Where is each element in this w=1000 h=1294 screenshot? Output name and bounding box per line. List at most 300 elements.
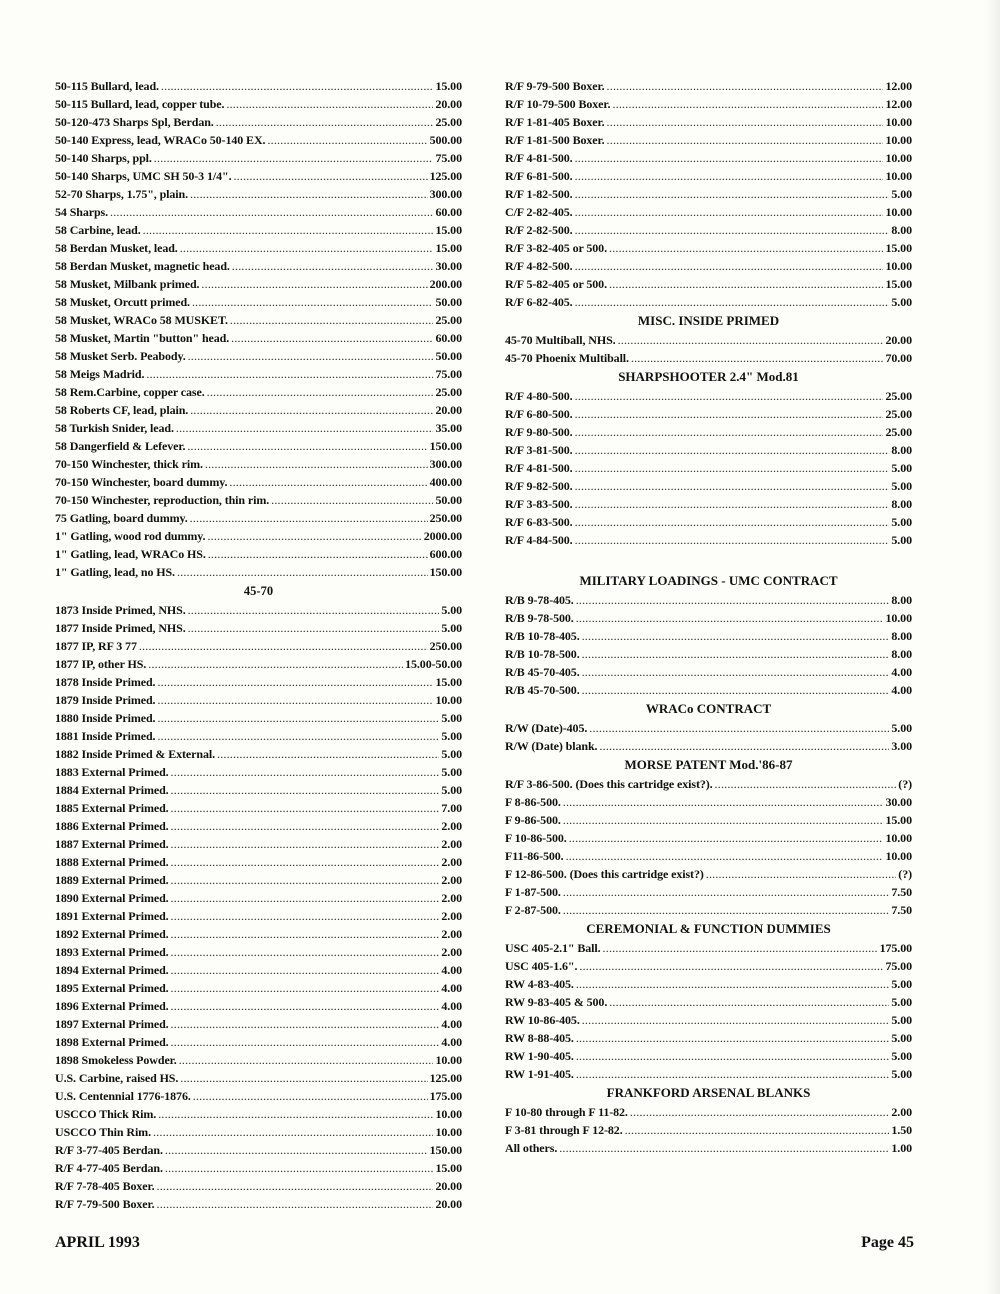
dot-leader bbox=[208, 545, 428, 563]
item-description: F 8-86-500. bbox=[505, 795, 561, 809]
item-description: R/F 1-81-405 Boxer. bbox=[505, 115, 605, 129]
dot-leader bbox=[625, 1121, 890, 1139]
price-row bbox=[505, 257, 912, 275]
item-description: F 10-80 through F 11-82. bbox=[505, 1105, 628, 1119]
dot-leader bbox=[607, 77, 884, 95]
price-row bbox=[505, 349, 912, 367]
item-description: 54 Sharps. bbox=[55, 205, 109, 219]
item-price: 175.00 bbox=[429, 1089, 462, 1103]
item-price: 5.00 bbox=[891, 461, 912, 475]
price-row bbox=[55, 455, 462, 473]
item-price: 75.00 bbox=[885, 959, 912, 973]
price-row bbox=[55, 1069, 462, 1087]
item-price: 30.00 bbox=[435, 259, 462, 273]
item-description: R/F 4-84-500. bbox=[505, 533, 573, 547]
price-row bbox=[505, 645, 912, 663]
dot-leader bbox=[630, 1103, 890, 1121]
dot-leader bbox=[607, 113, 884, 131]
dot-leader bbox=[575, 495, 890, 513]
price-row bbox=[505, 1065, 912, 1083]
item-description: 58 Rem.Carbine, copper case. bbox=[55, 385, 205, 399]
item-price: 2.00 bbox=[441, 945, 462, 959]
price-row bbox=[505, 113, 912, 131]
item-description: R/F 6-81-500. bbox=[505, 169, 573, 183]
page-number: Page 45 bbox=[861, 1234, 914, 1251]
item-price: 7.50 bbox=[891, 885, 912, 899]
price-row bbox=[505, 719, 912, 737]
dot-leader bbox=[582, 627, 890, 645]
item-description: RW 9-83-405 & 500. bbox=[505, 995, 608, 1009]
dot-leader bbox=[582, 645, 890, 663]
dot-leader bbox=[715, 775, 897, 793]
item-price: 5.00 bbox=[891, 1031, 912, 1045]
price-row bbox=[505, 957, 912, 975]
item-description: C/F 2-82-405. bbox=[505, 205, 573, 219]
item-price: (?) bbox=[898, 867, 912, 881]
dot-leader bbox=[157, 673, 433, 691]
price-row bbox=[55, 1033, 462, 1051]
dot-leader bbox=[631, 349, 884, 367]
item-description: R/B 45-70-405. bbox=[505, 665, 580, 679]
dot-leader bbox=[139, 637, 428, 655]
section-title-wraco-contract: WRACo CONTRACT bbox=[645, 701, 772, 716]
price-row bbox=[505, 663, 912, 681]
price-row bbox=[55, 347, 462, 365]
item-description: F 12-86-500. (Does this cartridge exist?) bbox=[505, 867, 704, 881]
dot-leader bbox=[232, 257, 434, 275]
item-description: R/F 6-80-500. bbox=[505, 407, 573, 421]
item-description: 58 Musket Serb. Peabody. bbox=[55, 349, 186, 363]
section-title-sharpshooter: SHARPSHOOTER 2.4" Mod.81 bbox=[618, 369, 799, 384]
price-row bbox=[55, 673, 462, 691]
item-description: 1881 Inside Primed. bbox=[55, 729, 156, 743]
price-row bbox=[55, 437, 462, 455]
price-list-frankford bbox=[505, 1103, 912, 1157]
price-row bbox=[505, 441, 912, 459]
item-price: 10.00 bbox=[885, 169, 912, 183]
item-price: 50.00 bbox=[435, 295, 462, 309]
dot-leader bbox=[603, 939, 878, 957]
item-price: 600.00 bbox=[429, 547, 462, 561]
section-title-morse-patent: MORSE PATENT Mod.'86-87 bbox=[624, 757, 793, 772]
item-description: 58 Meigs Madrid. bbox=[55, 367, 145, 381]
price-list-45-70 bbox=[55, 601, 462, 1213]
item-description: R/B 10-78-500. bbox=[505, 647, 580, 661]
item-price: 7.50 bbox=[891, 903, 912, 917]
dot-leader bbox=[171, 1015, 440, 1033]
dot-leader bbox=[157, 1195, 434, 1213]
price-row bbox=[55, 221, 462, 239]
dot-leader bbox=[599, 737, 889, 755]
item-price: 5.00 bbox=[891, 479, 912, 493]
item-price: 12.00 bbox=[885, 97, 912, 111]
item-description: R/F 4-80-500. bbox=[505, 389, 573, 403]
dot-leader bbox=[171, 925, 440, 943]
dot-leader bbox=[569, 829, 884, 847]
dot-leader bbox=[171, 763, 440, 781]
dot-leader bbox=[575, 405, 884, 423]
item-price: 10.00 bbox=[885, 133, 912, 147]
item-description: 1882 Inside Primed & External. bbox=[55, 747, 215, 761]
price-list-left-a bbox=[55, 77, 462, 581]
item-price: 5.00 bbox=[891, 721, 912, 735]
item-description: R/F 9-79-500 Boxer. bbox=[505, 79, 605, 93]
item-price: 60.00 bbox=[435, 331, 462, 345]
dot-leader bbox=[161, 77, 434, 95]
item-description: R/F 10-79-500 Boxer. bbox=[505, 97, 611, 111]
price-row bbox=[55, 257, 462, 275]
item-description: F 1-87-500. bbox=[505, 885, 561, 899]
item-description: R/F 6-82-405. bbox=[505, 295, 573, 309]
item-price: 2000.00 bbox=[423, 529, 462, 543]
item-price: 15.00 bbox=[435, 79, 462, 93]
item-description: U.S. Centennial 1776-1876. bbox=[55, 1089, 191, 1103]
item-price: 250.00 bbox=[429, 511, 462, 525]
dot-leader bbox=[589, 719, 889, 737]
item-price: 20.00 bbox=[435, 1197, 462, 1211]
item-price: 4.00 bbox=[441, 981, 462, 995]
item-price: 60.00 bbox=[435, 205, 462, 219]
dot-leader bbox=[154, 149, 434, 167]
dot-leader bbox=[190, 401, 433, 419]
dot-leader bbox=[582, 663, 890, 681]
dot-leader bbox=[192, 293, 434, 311]
dot-leader bbox=[559, 1139, 889, 1157]
price-row bbox=[505, 1011, 912, 1029]
dot-leader bbox=[201, 275, 427, 293]
price-row bbox=[505, 95, 912, 113]
item-description: 58 Musket, Orcutt primed. bbox=[55, 295, 190, 309]
item-description: RW 4-83-405. bbox=[505, 977, 574, 991]
item-description: R/F 7-78-405 Boxer. bbox=[55, 1179, 155, 1193]
price-row bbox=[55, 925, 462, 943]
price-row bbox=[55, 311, 462, 329]
dot-leader bbox=[179, 1051, 434, 1069]
item-description: 1888 External Primed. bbox=[55, 855, 169, 869]
item-description: F 2-87-500. bbox=[505, 903, 561, 917]
dot-leader bbox=[267, 131, 427, 149]
item-price: 5.00 bbox=[891, 187, 912, 201]
item-description: R/F 6-83-500. bbox=[505, 515, 573, 529]
price-row bbox=[505, 149, 912, 167]
item-price: 15.00 bbox=[435, 1161, 462, 1175]
dot-leader bbox=[575, 459, 890, 477]
item-description: RW 1-91-405. bbox=[505, 1067, 574, 1081]
price-row bbox=[55, 1105, 462, 1123]
item-description: RW 8-88-405. bbox=[505, 1031, 574, 1045]
item-price: 3.00 bbox=[891, 739, 912, 753]
price-row bbox=[505, 775, 912, 793]
dot-leader bbox=[575, 441, 890, 459]
item-price: 5.00 bbox=[441, 783, 462, 797]
price-row bbox=[55, 383, 462, 401]
item-price: 5.00 bbox=[891, 1049, 912, 1063]
dot-leader bbox=[193, 1087, 428, 1105]
item-price: 15.00 bbox=[435, 675, 462, 689]
price-row bbox=[55, 545, 462, 563]
dot-leader bbox=[171, 835, 440, 853]
dot-leader bbox=[177, 563, 428, 581]
price-row bbox=[55, 1195, 462, 1213]
item-price: 2.00 bbox=[441, 909, 462, 923]
dot-leader bbox=[171, 799, 440, 817]
price-row bbox=[55, 1141, 462, 1159]
price-row bbox=[505, 939, 912, 957]
item-description: 50-140 Sharps, UMC SH 50-3 1/4". bbox=[55, 169, 232, 183]
item-description: 75 Gatling, board dummy. bbox=[55, 511, 188, 525]
price-row bbox=[55, 131, 462, 149]
item-price: 2.00 bbox=[441, 873, 462, 887]
price-row bbox=[505, 239, 912, 257]
item-description: 1877 IP, other HS. bbox=[55, 657, 147, 671]
price-row bbox=[55, 961, 462, 979]
price-row bbox=[505, 185, 912, 203]
item-description: R/W (Date)-405. bbox=[505, 721, 588, 735]
item-price: 4.00 bbox=[441, 963, 462, 977]
price-row bbox=[55, 997, 462, 1015]
item-description: F 9-86-500. bbox=[505, 813, 561, 827]
item-price: 5.00 bbox=[891, 1013, 912, 1027]
price-row bbox=[505, 203, 912, 221]
item-description: 1" Gatling, lead, no HS. bbox=[55, 565, 175, 579]
item-description: R/B 10-78-405. bbox=[505, 629, 580, 643]
price-row bbox=[55, 491, 462, 509]
price-row bbox=[505, 275, 912, 293]
section-title-45-70: 45-70 bbox=[243, 584, 274, 598]
item-price: 4.00 bbox=[441, 1035, 462, 1049]
price-row bbox=[505, 331, 912, 349]
footer-date: APRIL 1993 bbox=[55, 1234, 140, 1251]
dot-leader bbox=[575, 513, 890, 531]
dot-leader bbox=[171, 943, 440, 961]
dot-leader bbox=[148, 655, 403, 673]
item-price: 8.00 bbox=[891, 647, 912, 661]
price-row bbox=[55, 1159, 462, 1177]
dot-leader bbox=[575, 167, 884, 185]
item-description: 1877 IP, RF 3 77 bbox=[55, 639, 137, 653]
item-description: 70-150 Winchester, reproduction, thin rim. bbox=[55, 493, 270, 507]
dot-leader bbox=[165, 1159, 434, 1177]
item-price: 25.00 bbox=[885, 389, 912, 403]
dot-leader bbox=[563, 883, 890, 901]
price-row bbox=[505, 737, 912, 755]
dot-leader bbox=[582, 681, 890, 699]
price-row bbox=[505, 883, 912, 901]
item-description: USCCO Thin Rim. bbox=[55, 1125, 151, 1139]
item-price: 8.00 bbox=[891, 629, 912, 643]
item-price: 4.00 bbox=[441, 1017, 462, 1031]
item-price: 15.00 bbox=[885, 277, 912, 291]
item-description: 1880 Inside Primed. bbox=[55, 711, 156, 725]
price-row bbox=[55, 745, 462, 763]
dot-leader bbox=[231, 329, 433, 347]
item-description: 58 Turkish Snider, lead. bbox=[55, 421, 174, 435]
dot-leader bbox=[618, 331, 884, 349]
item-price: 25.00 bbox=[885, 407, 912, 421]
price-row bbox=[55, 77, 462, 95]
item-price: 75.00 bbox=[435, 151, 462, 165]
price-row bbox=[505, 591, 912, 609]
dot-leader bbox=[230, 311, 434, 329]
price-row bbox=[55, 889, 462, 907]
item-description: 1893 External Primed. bbox=[55, 945, 169, 959]
item-description: 58 Musket, WRACo 58 MUSKET. bbox=[55, 313, 228, 327]
dot-leader bbox=[575, 531, 890, 549]
item-price: 15.00 bbox=[885, 813, 912, 827]
item-description: 1897 External Primed. bbox=[55, 1017, 169, 1031]
item-price: 15.00 bbox=[885, 241, 912, 255]
price-list-military bbox=[505, 591, 912, 699]
item-description: R/F 3-77-405 Berdan. bbox=[55, 1143, 163, 1157]
section-title-military-loadings: MILITARY LOADINGS - UMC CONTRACT bbox=[579, 573, 838, 588]
price-row bbox=[505, 387, 912, 405]
item-price: 4.00 bbox=[891, 683, 912, 697]
item-description: 1892 External Primed. bbox=[55, 927, 169, 941]
item-price: 10.00 bbox=[435, 693, 462, 707]
item-description: R/F 3-86-500. (Does this cartridge exist?). bbox=[505, 777, 713, 791]
item-description: 58 Berdan Musket, lead. bbox=[55, 241, 178, 255]
dot-leader bbox=[566, 847, 884, 865]
section-title-misc-inside-primed: MISC. INSIDE PRIMED bbox=[637, 313, 780, 328]
item-description: 1877 Inside Primed, NHS. bbox=[55, 621, 186, 635]
dot-leader bbox=[165, 1141, 428, 1159]
item-description: USC 405-1.6". bbox=[505, 959, 578, 973]
item-description: 50-120-473 Sharps Spl, Berdan. bbox=[55, 115, 214, 129]
item-description: R/B 45-70-500. bbox=[505, 683, 580, 697]
dot-leader bbox=[216, 113, 434, 131]
price-row bbox=[55, 799, 462, 817]
item-description: USCCO Thick Rim. bbox=[55, 1107, 157, 1121]
dot-leader bbox=[171, 871, 440, 889]
dot-leader bbox=[576, 975, 890, 993]
item-price: 1.50 bbox=[891, 1123, 912, 1137]
price-row bbox=[505, 811, 912, 829]
dot-leader bbox=[180, 239, 434, 257]
price-row bbox=[505, 975, 912, 993]
item-price: 8.00 bbox=[891, 497, 912, 511]
dot-leader bbox=[609, 993, 889, 1011]
item-description: 1885 External Primed. bbox=[55, 801, 169, 815]
price-list-right-a bbox=[505, 77, 912, 311]
dot-leader bbox=[226, 95, 433, 113]
price-row bbox=[55, 473, 462, 491]
item-price: 200.00 bbox=[429, 277, 462, 291]
left-column bbox=[55, 77, 462, 1213]
dot-leader bbox=[582, 1011, 890, 1029]
price-row bbox=[55, 637, 462, 655]
price-row bbox=[55, 401, 462, 419]
dot-leader bbox=[706, 865, 897, 883]
price-row bbox=[55, 691, 462, 709]
item-price: 2.00 bbox=[441, 837, 462, 851]
dot-leader bbox=[110, 203, 433, 221]
dot-leader bbox=[207, 527, 421, 545]
dot-leader bbox=[176, 419, 434, 437]
item-price: 30.00 bbox=[885, 795, 912, 809]
item-description: 1878 Inside Primed. bbox=[55, 675, 156, 689]
item-description: R/F 1-81-500 Boxer. bbox=[505, 133, 605, 147]
price-row bbox=[505, 793, 912, 811]
item-description: R/F 9-80-500. bbox=[505, 425, 573, 439]
dot-leader bbox=[576, 1047, 890, 1065]
item-description: 1889 External Primed. bbox=[55, 873, 169, 887]
item-price: 400.00 bbox=[429, 475, 462, 489]
price-row bbox=[55, 329, 462, 347]
dot-leader bbox=[575, 423, 884, 441]
item-description: 1886 External Primed. bbox=[55, 819, 169, 833]
item-price: 8.00 bbox=[891, 443, 912, 457]
price-row bbox=[505, 405, 912, 423]
price-row bbox=[55, 203, 462, 221]
item-price: 25.00 bbox=[885, 425, 912, 439]
dot-leader bbox=[171, 961, 440, 979]
item-price: 150.00 bbox=[429, 1143, 462, 1157]
price-row bbox=[505, 609, 912, 627]
item-description: R/F 3-81-500. bbox=[505, 443, 573, 457]
price-row bbox=[505, 993, 912, 1011]
price-row bbox=[55, 185, 462, 203]
price-row bbox=[55, 763, 462, 781]
price-row bbox=[55, 907, 462, 925]
price-row bbox=[55, 239, 462, 257]
item-price: 12.00 bbox=[885, 79, 912, 93]
item-description: 50-140 Sharps, ppl. bbox=[55, 151, 152, 165]
item-price: 500.00 bbox=[429, 133, 462, 147]
item-price: 20.00 bbox=[435, 97, 462, 111]
item-description: 1891 External Primed. bbox=[55, 909, 169, 923]
dot-leader bbox=[575, 477, 890, 495]
dot-leader bbox=[188, 347, 434, 365]
price-row bbox=[55, 293, 462, 311]
price-row bbox=[55, 1123, 462, 1141]
item-description: 1879 Inside Primed. bbox=[55, 693, 156, 707]
item-description: 1896 External Primed. bbox=[55, 999, 169, 1013]
dot-leader bbox=[187, 437, 427, 455]
price-list-ceremonial bbox=[505, 939, 912, 1083]
dot-leader bbox=[188, 619, 440, 637]
price-row bbox=[55, 1051, 462, 1069]
dot-leader bbox=[157, 727, 439, 745]
item-price: 2.00 bbox=[441, 891, 462, 905]
item-price: 50.00 bbox=[435, 349, 462, 363]
dot-leader bbox=[607, 131, 884, 149]
item-price: 10.00 bbox=[435, 1053, 462, 1067]
dot-leader bbox=[563, 811, 884, 829]
item-price: 10.00 bbox=[435, 1107, 462, 1121]
item-price: 125.00 bbox=[429, 169, 462, 183]
item-price: 5.00 bbox=[441, 711, 462, 725]
dot-leader bbox=[188, 601, 440, 619]
item-description: RW 1-90-405. bbox=[505, 1049, 574, 1063]
item-price: 4.00 bbox=[891, 665, 912, 679]
item-price: 5.00 bbox=[891, 995, 912, 1009]
price-row bbox=[55, 727, 462, 745]
price-list-morse bbox=[505, 775, 912, 919]
dot-leader bbox=[143, 221, 434, 239]
item-description: R/F 2-82-500. bbox=[505, 223, 573, 237]
item-description: 58 Roberts CF, lead, plain. bbox=[55, 403, 189, 417]
item-price: 10.00 bbox=[885, 611, 912, 625]
dot-leader bbox=[609, 239, 883, 257]
price-row bbox=[505, 681, 912, 699]
dot-leader bbox=[146, 365, 433, 383]
item-description: 1894 External Primed. bbox=[55, 963, 169, 977]
dot-leader bbox=[217, 745, 439, 763]
price-row bbox=[55, 835, 462, 853]
item-price: 10.00 bbox=[885, 259, 912, 273]
price-row bbox=[505, 477, 912, 495]
dot-leader bbox=[229, 473, 427, 491]
